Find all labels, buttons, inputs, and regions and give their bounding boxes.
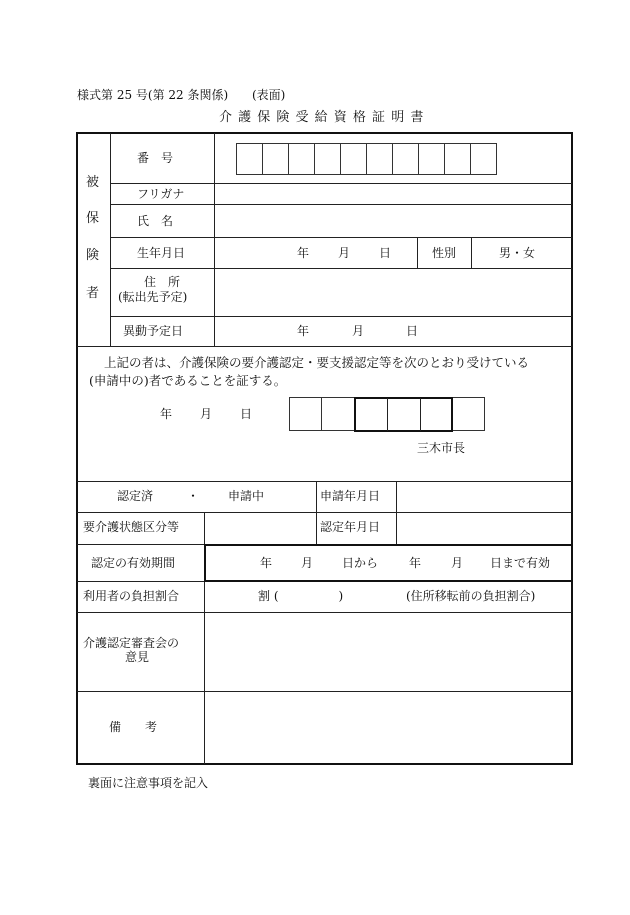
divider <box>77 691 572 692</box>
validity-m1: 月 <box>301 556 314 570</box>
applying-option: 申請中 <box>228 489 265 503</box>
address-label: 住 所 <box>144 275 181 289</box>
vertical-char: 者 <box>86 286 100 301</box>
divider <box>471 237 472 268</box>
divider <box>110 204 572 205</box>
digit-box[interactable] <box>418 143 445 175</box>
divider <box>396 481 397 544</box>
care-level-label: 要介護状態区分等 <box>83 520 180 534</box>
issuer-name: 三木市長 <box>417 441 466 455</box>
divider <box>417 237 418 268</box>
validity-label: 認定の有効期間 <box>91 556 176 570</box>
burden-value: 割 ( ) <box>258 589 344 603</box>
validity-d1: 日から <box>342 556 379 570</box>
divider <box>214 133 215 346</box>
application-date-label: 申請年月日 <box>320 489 381 503</box>
vertical-char: 険 <box>86 248 100 263</box>
burden-note: (住所移転前の負担割合) <box>406 589 536 603</box>
divider <box>77 512 572 513</box>
digit-box[interactable] <box>470 143 497 175</box>
statement-line-2: (申請中の)者であることを証する。 <box>89 373 287 388</box>
validity-y2: 年 <box>409 556 422 570</box>
sex-label: 性別 <box>432 246 457 260</box>
sex-value: 男・女 <box>499 246 536 260</box>
digit-box[interactable] <box>288 143 315 175</box>
code-box <box>452 397 485 431</box>
move-year-unit: 年 <box>297 324 310 338</box>
burden-label: 利用者の負担割合 <box>83 589 180 603</box>
birth-month-unit: 月 <box>338 246 351 260</box>
remarks-label: 備 考 <box>109 720 158 734</box>
divider <box>110 268 572 269</box>
divider <box>110 237 572 238</box>
furigana-label: フリガナ <box>137 187 185 201</box>
form-number: 様式第 25 号(第 22 条関係) <box>77 88 229 102</box>
code-box <box>289 397 322 431</box>
divider <box>110 133 111 346</box>
digit-box[interactable] <box>366 143 393 175</box>
digit-box[interactable] <box>262 143 289 175</box>
validity-m2: 月 <box>451 556 464 570</box>
divider <box>316 481 317 544</box>
digit-box[interactable] <box>340 143 367 175</box>
birth-day-unit: 日 <box>379 246 392 260</box>
divider <box>110 183 572 184</box>
vertical-char: 保 <box>86 211 100 226</box>
digit-box[interactable] <box>444 143 471 175</box>
opinion-sublabel: 意見 <box>125 650 150 664</box>
divider <box>77 481 572 482</box>
cert-day-unit: 日 <box>240 407 253 421</box>
move-month-unit: 月 <box>352 324 365 338</box>
birthdate-label: 生年月日 <box>137 246 186 260</box>
move-day-unit: 日 <box>406 324 419 338</box>
digit-box[interactable] <box>392 143 419 175</box>
divider <box>387 398 388 431</box>
birth-year-unit: 年 <box>297 246 310 260</box>
certified-option: 認定済 <box>117 489 154 503</box>
number-label: 番 号 <box>137 151 174 165</box>
address-sublabel: (転出先予定) <box>118 290 188 304</box>
opinion-label: 介護認定審査会の <box>83 636 180 650</box>
statement-line-1: 上記の者は、介護保険の要介護認定・要支援認定等を次のとおり受けている <box>104 355 530 370</box>
validity-y1: 年 <box>260 556 273 570</box>
digit-box[interactable] <box>236 143 263 175</box>
divider <box>420 398 421 431</box>
divider <box>77 346 572 347</box>
certification-date-label: 認定年月日 <box>320 520 381 534</box>
cert-month-unit: 月 <box>200 407 213 421</box>
name-label: 氏 名 <box>137 214 174 228</box>
divider <box>77 612 572 613</box>
divider <box>110 316 572 317</box>
highlighted-code-box <box>354 397 453 432</box>
validity-d2: 日まで有効 <box>490 556 551 570</box>
code-box <box>321 397 355 431</box>
cert-year-unit: 年 <box>160 407 173 421</box>
vertical-char: 被 <box>86 175 100 190</box>
form-side-label: (表面) <box>252 88 286 102</box>
document-title: 介 護 保 険 受 給 資 格 証 明 書 <box>219 110 425 125</box>
digit-box[interactable] <box>314 143 341 175</box>
option-separator: ・ <box>187 489 200 503</box>
footer-note: 裏面に注意事項を記入 <box>88 776 209 790</box>
move-date-label: 異動予定日 <box>123 324 184 338</box>
